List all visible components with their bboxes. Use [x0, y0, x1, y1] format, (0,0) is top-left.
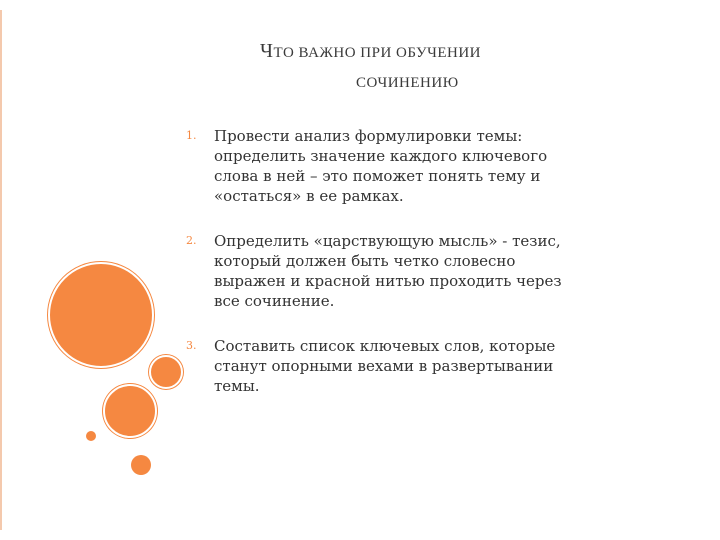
slide-title	[260, 40, 700, 92]
list-item-text: Провести анализ формулировки темы: определить значение каждого ключевого слова в ней – это поможет понять тему и «остаться» в ее рамках.	[214, 127, 548, 205]
list-item	[186, 126, 646, 206]
decorative-circle-small	[149, 355, 183, 389]
list-item-text: Составить список ключевых слов, которые станут опорными вехами в развертывании темы.	[214, 337, 556, 395]
decorative-circle-tiny	[86, 431, 96, 441]
list-item-number: 2.	[186, 234, 197, 247]
list-item	[186, 231, 646, 311]
left-border-line	[0, 10, 2, 530]
slide-title-line-2: СОЧИНЕНИЮ	[356, 75, 459, 91]
list-item-text: Определить «царствующую мысль» - тезис, который должен быть четко словесно выражен и красной нитью проходить через все сочинение.	[214, 232, 562, 310]
decorative-circle-medium	[103, 384, 157, 438]
slide-title-line-1: ЧТО ВАЖНО ПРИ ОБУЧЕНИИ	[260, 40, 481, 62]
decorative-circle-small-bottom	[131, 455, 151, 475]
list-item-number: 3.	[186, 339, 197, 352]
numbered-list	[186, 126, 646, 396]
decorative-circle-large	[48, 262, 154, 368]
list-item-number: 1.	[186, 129, 197, 142]
list-item	[186, 336, 646, 396]
